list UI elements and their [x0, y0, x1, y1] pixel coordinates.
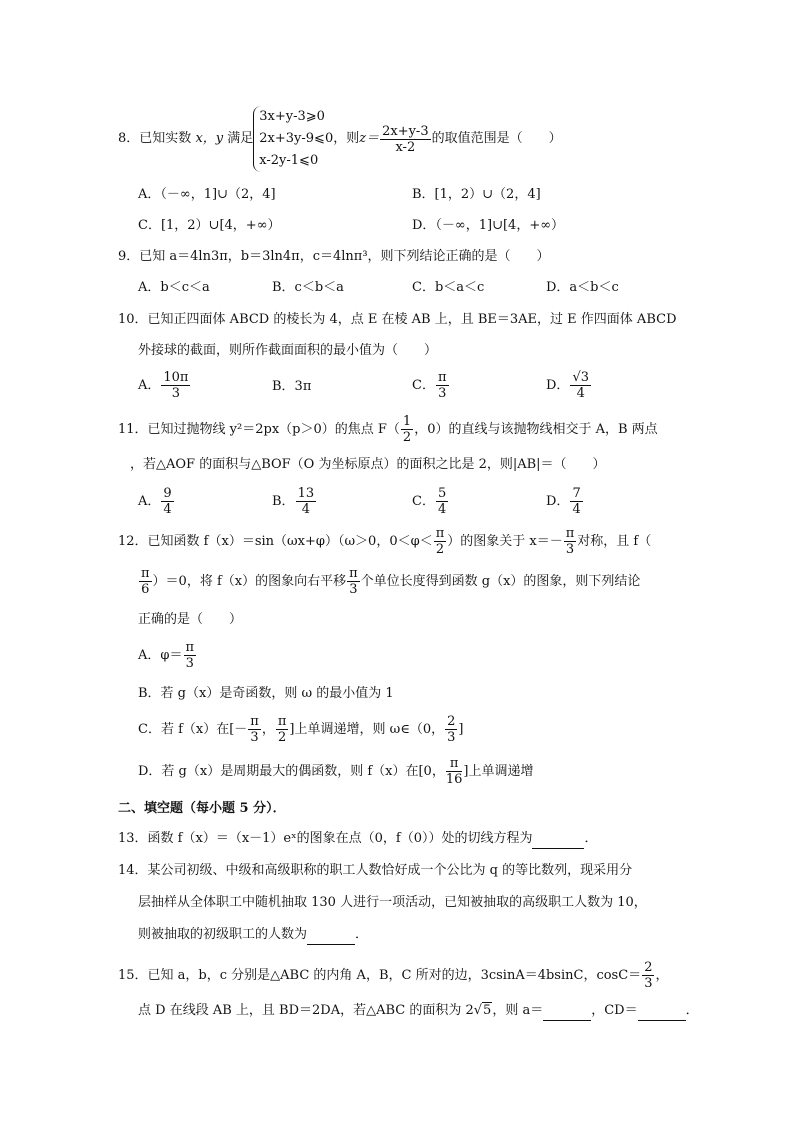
q15-stem-line2: 点 D 在线段 AB 上，且 BD＝2DA，若△ABC 的面积为 2√5，则 a＝ ，CD＝ ．	[138, 1002, 699, 1021]
q13-answer-blank[interactable]	[532, 830, 584, 849]
q8-then: ，则	[333, 131, 360, 146]
q8-option-c: C．[1，2）∪[4，+∞）	[138, 218, 281, 233]
q8-option-d: D．（－∞，1]∪[4，+∞）	[412, 218, 565, 233]
q8-fraction: $\frac{2x+y-3}{x-2}$	[382, 123, 429, 155]
q12-option-a: A．φ＝ $\frac{\pi}{3}$	[138, 640, 195, 671]
q11-option-d: D． $\frac{7}{4}$	[546, 486, 581, 517]
q14-answer-blank[interactable]	[307, 926, 355, 945]
q10-stem-line1: 10．已知正四面体 ABCD 的棱长为 4，点 E 在棱 AB 上，且 BE＝3AE，过 E 作四面体 ABCD	[118, 312, 677, 327]
q12-option-d: D．若 g（x）是周期最大的偶函数，则 f（x）在[0， $\frac{\pi}{16}$ ]上单调递增	[138, 756, 534, 787]
q8-stem-pre: 8．已知实数 x，y 满足	[118, 131, 254, 146]
q10-option-c: C． $\frac{\pi}{3}$	[412, 370, 447, 401]
q9-option-d: D．a＜b＜c	[546, 280, 619, 295]
q14-stem-line3: 则被抽取的初级职工的人数为 ．	[138, 926, 368, 945]
q9-option-a: A．b＜c＜a	[138, 280, 210, 295]
q11-stem-line1: 11．已知过抛物线 y²＝2px（p＞0）的焦点 F（ $\frac{1}{2}$ ，0）的直线与该抛物线相交于 A，B 两点	[118, 414, 658, 445]
q14-stem-line2: 层抽样从全体职工中随机抽取 130 人进行一项活动，已知被抽取的高级职工人数为 10，	[138, 895, 647, 910]
q12-stem-line1: 12．已知函数 f（x）＝sin（ωx+φ）（ω＞0，0＜φ＜ $\frac{\pi}{2}$ ）的图象关于 x＝－ $\frac{\pi}{3}$ 对称，且 f（	[118, 526, 652, 557]
q10-option-b: B．3π	[272, 379, 312, 394]
q10-option-a: A． $\frac{10\pi}{3}$	[138, 370, 189, 401]
q15-answer-blank-a[interactable]	[543, 1002, 591, 1021]
q9-option-b: B．c＜b＜a	[272, 280, 344, 295]
question-8	[118, 108, 562, 170]
q10-stem-line2: 外接球的截面，则所作截面面积的最小值为（ ）	[138, 343, 438, 358]
sqrt-symbol: √	[473, 1003, 483, 1018]
q8-option-a: A．（－∞，1]∪（2，4]	[138, 187, 276, 202]
section-heading: 二、填空题（每小题 5 分）．	[118, 801, 286, 816]
q12-stem-line3: 正确的是（ ）	[138, 612, 243, 627]
q11-stem-line2: ，若△AOF 的面积与△BOF（O 为坐标原点）的面积之比是 2，则|AB|＝（ ）	[130, 457, 606, 472]
q8-z: z＝	[359, 131, 380, 146]
q11-option-a: A． $\frac{9}{4}$	[138, 486, 172, 517]
q13-stem: 13．函数 f（x）＝（x－1）eˣ的图象在点（0，f（0））处的切线方程为 ．	[118, 830, 598, 849]
q14-stem-line1: 14．某公司初级、中级和高级职称的职工人数恰好成一个公比为 q 的等比数列，现采用分	[118, 863, 633, 878]
q8-option-b: B．[1，2）∪（2，4]	[412, 187, 541, 202]
q11-option-b: B． $\frac{13}{4}$	[272, 486, 315, 517]
q9-stem: 9．已知 a＝4ln3π，b＝3ln4π，c＝4lnπ³，则下列结论正确的是（ ）	[118, 249, 550, 264]
q9-option-c: C．b＜a＜c	[412, 280, 485, 295]
q12-stem-line2: $\frac{\pi}{6}$ ）＝0，将 f（x）的图象向右平移 $\frac{\pi}{3}$ 个单位长度得到函数 g（x）的图象，则下列结论	[141, 566, 641, 597]
q8-constraint-system: 3x+y-3⩾0 2x+3y-9⩽0 x-2y-1⩽0	[253, 106, 333, 172]
q12-option-c: C．若 f（x）在[－ $\frac{\pi}{3}$ ， $\frac{\pi}{2}$ ]上单调递增，则 ω∈（0， $\frac{2}{3}$ ]	[138, 714, 464, 745]
q12-option-b: B．若 g（x）是奇函数，则 ω 的最小值为 1	[138, 686, 394, 701]
q15-answer-blank-cd[interactable]	[638, 1002, 686, 1021]
q8-stem-post: 的取值范围是（ ）	[431, 131, 562, 146]
q10-option-d: D． $\frac{√3}{4}$	[546, 370, 589, 401]
q15-stem-line1: 15．已知 a，b，c 分别是△ABC 的内角 A，B，C 所对的边，3csinA＝4bsinC，cosC＝ $\frac{2}{3}$ ，	[118, 960, 669, 991]
q11-option-c: C． $\frac{5}{4}$	[412, 486, 447, 517]
